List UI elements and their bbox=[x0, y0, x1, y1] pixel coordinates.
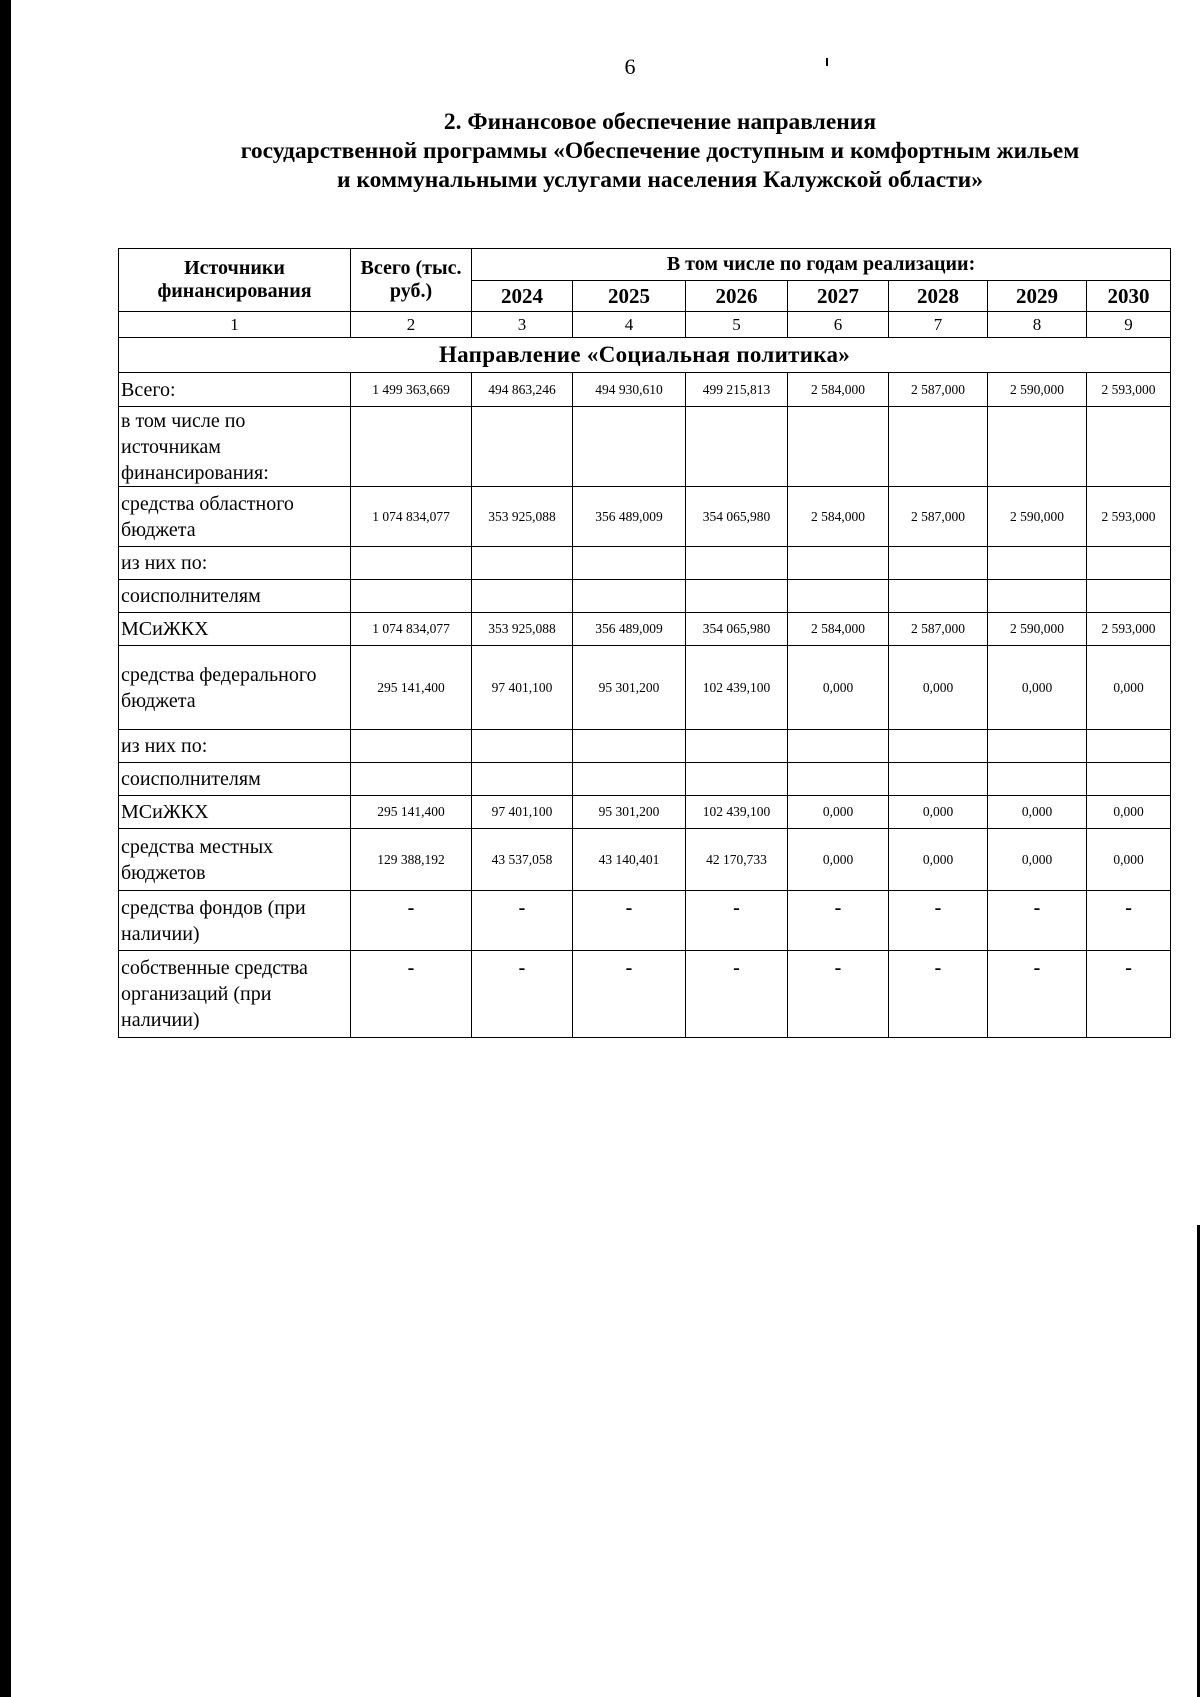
year-value-cell bbox=[472, 730, 573, 763]
year-value-cell bbox=[889, 730, 988, 763]
column-number: 9 bbox=[1087, 312, 1171, 338]
row-label: Всего: bbox=[119, 373, 351, 407]
table-row bbox=[119, 891, 1171, 951]
page-number: 6 bbox=[624, 54, 636, 79]
year-value-cell bbox=[1087, 407, 1171, 487]
year-value-cell bbox=[988, 580, 1087, 613]
row-label: средства федерального бюджета bbox=[119, 646, 351, 730]
table-row bbox=[119, 407, 1171, 487]
year-value-cell: - bbox=[686, 891, 788, 951]
title-line-1: 2. Финансовое обеспечение направления bbox=[443, 109, 877, 135]
header-year: 2029 bbox=[988, 281, 1087, 312]
column-number: 5 bbox=[686, 312, 788, 338]
table-row bbox=[119, 796, 1171, 829]
year-value-cell: 0,000 bbox=[889, 796, 988, 829]
year-value-cell bbox=[573, 547, 686, 580]
row-label: из них по: bbox=[119, 730, 351, 763]
header-year: 2024 bbox=[472, 281, 573, 312]
year-value-cell bbox=[988, 547, 1087, 580]
total-cell: 129 388,192 bbox=[351, 829, 472, 891]
table-row bbox=[119, 487, 1171, 547]
total-cell: 295 141,400 bbox=[351, 646, 472, 730]
year-value-cell: - bbox=[889, 951, 988, 1038]
year-value-cell bbox=[788, 580, 889, 613]
year-value-cell bbox=[788, 407, 889, 487]
table-row bbox=[119, 951, 1171, 1038]
year-value-cell: - bbox=[1087, 951, 1171, 1038]
table-row bbox=[119, 373, 1171, 407]
year-value-cell: 354 065,980 bbox=[686, 613, 788, 646]
total-cell: 295 141,400 bbox=[351, 796, 472, 829]
year-value-cell: - bbox=[889, 891, 988, 951]
document-title bbox=[150, 108, 1170, 195]
row-label: соисполнителям bbox=[119, 763, 351, 796]
year-value-cell bbox=[788, 763, 889, 796]
year-value-cell: - bbox=[1087, 891, 1171, 951]
table-row bbox=[119, 547, 1171, 580]
section-title: Направление «Социальная политика» bbox=[119, 338, 1171, 373]
year-value-cell: 2 587,000 bbox=[889, 487, 988, 547]
year-value-cell bbox=[686, 547, 788, 580]
year-value-cell: 43 140,401 bbox=[573, 829, 686, 891]
row-label: МСиЖКХ bbox=[119, 796, 351, 829]
year-value-cell: 2 590,000 bbox=[988, 613, 1087, 646]
year-value-cell: 494 930,610 bbox=[573, 373, 686, 407]
year-value-cell: 0,000 bbox=[1087, 796, 1171, 829]
year-value-cell: 0,000 bbox=[889, 829, 988, 891]
row-label: средства фондов (при наличии) bbox=[119, 891, 351, 951]
year-value-cell bbox=[1087, 730, 1171, 763]
title-line-3: и коммунальными услугами населения Калужской области» bbox=[337, 167, 983, 193]
year-value-cell: 2 584,000 bbox=[788, 487, 889, 547]
year-value-cell: 0,000 bbox=[788, 646, 889, 730]
year-value-cell bbox=[686, 763, 788, 796]
table-row bbox=[119, 613, 1171, 646]
year-value-cell: 2 584,000 bbox=[788, 613, 889, 646]
column-number: 1 bbox=[119, 312, 351, 338]
year-value-cell bbox=[472, 547, 573, 580]
year-value-cell: 499 215,813 bbox=[686, 373, 788, 407]
year-value-cell bbox=[686, 407, 788, 487]
year-value-cell: 95 301,200 bbox=[573, 646, 686, 730]
year-value-cell: - bbox=[788, 891, 889, 951]
year-value-cell: - bbox=[686, 951, 788, 1038]
year-value-cell: - bbox=[573, 951, 686, 1038]
year-value-cell bbox=[1087, 763, 1171, 796]
total-cell bbox=[351, 580, 472, 613]
year-value-cell bbox=[788, 547, 889, 580]
year-value-cell bbox=[788, 730, 889, 763]
year-value-cell: 95 301,200 bbox=[573, 796, 686, 829]
year-value-cell bbox=[472, 407, 573, 487]
header-year: 2026 bbox=[686, 281, 788, 312]
header-year: 2030 bbox=[1087, 281, 1171, 312]
year-value-cell: 2 593,000 bbox=[1087, 487, 1171, 547]
row-label: средства областного бюджета bbox=[119, 487, 351, 547]
table-row bbox=[119, 646, 1171, 730]
year-value-cell: 0,000 bbox=[988, 646, 1087, 730]
row-label: МСиЖКХ bbox=[119, 613, 351, 646]
year-value-cell bbox=[1087, 547, 1171, 580]
year-value-cell bbox=[573, 730, 686, 763]
column-number: 4 bbox=[573, 312, 686, 338]
year-value-cell: 2 593,000 bbox=[1087, 613, 1171, 646]
year-value-cell: 354 065,980 bbox=[686, 487, 788, 547]
year-value-cell: 102 439,100 bbox=[686, 646, 788, 730]
column-number: 2 bbox=[351, 312, 472, 338]
scan-left-edge bbox=[0, 0, 11, 1697]
year-value-cell: 494 863,246 bbox=[472, 373, 573, 407]
year-value-cell: 0,000 bbox=[1087, 646, 1171, 730]
year-value-cell bbox=[988, 730, 1087, 763]
year-value-cell: 2 590,000 bbox=[988, 373, 1087, 407]
year-value-cell: 2 584,000 bbox=[788, 373, 889, 407]
table-row bbox=[119, 580, 1171, 613]
year-value-cell bbox=[988, 407, 1087, 487]
header-year: 2027 bbox=[788, 281, 889, 312]
year-value-cell: - bbox=[573, 891, 686, 951]
row-label: собственные средства организаций (при наличии) bbox=[119, 951, 351, 1038]
year-value-cell: 0,000 bbox=[788, 796, 889, 829]
total-cell bbox=[351, 730, 472, 763]
total-cell: - bbox=[351, 951, 472, 1038]
year-value-cell bbox=[686, 580, 788, 613]
total-cell: 1 074 834,077 bbox=[351, 613, 472, 646]
column-number: 7 bbox=[889, 312, 988, 338]
year-value-cell bbox=[889, 547, 988, 580]
year-value-cell: - bbox=[988, 891, 1087, 951]
total-cell bbox=[351, 407, 472, 487]
row-label: из них по: bbox=[119, 547, 351, 580]
year-value-cell: 353 925,088 bbox=[472, 613, 573, 646]
total-cell bbox=[351, 547, 472, 580]
year-value-cell: 97 401,100 bbox=[472, 646, 573, 730]
year-value-cell bbox=[573, 580, 686, 613]
header-year: 2025 bbox=[573, 281, 686, 312]
year-value-cell: 356 489,009 bbox=[573, 487, 686, 547]
header-by-years: В том числе по годам реализации: bbox=[472, 249, 1171, 281]
year-value-cell: 43 537,058 bbox=[472, 829, 573, 891]
total-cell: 1 499 363,669 bbox=[351, 373, 472, 407]
header-source: Источники финансирования bbox=[119, 249, 351, 312]
year-value-cell: - bbox=[988, 951, 1087, 1038]
year-value-cell: 0,000 bbox=[988, 796, 1087, 829]
year-value-cell: - bbox=[472, 891, 573, 951]
year-value-cell: 42 170,733 bbox=[686, 829, 788, 891]
year-value-cell bbox=[889, 763, 988, 796]
year-value-cell: 356 489,009 bbox=[573, 613, 686, 646]
column-number: 8 bbox=[988, 312, 1087, 338]
total-cell: - bbox=[351, 891, 472, 951]
financing-table bbox=[118, 248, 1171, 1038]
column-number: 6 bbox=[788, 312, 889, 338]
year-value-cell bbox=[988, 763, 1087, 796]
year-value-cell: 0,000 bbox=[889, 646, 988, 730]
year-value-cell: 0,000 bbox=[1087, 829, 1171, 891]
total-cell: 1 074 834,077 bbox=[351, 487, 472, 547]
header-total: Всего (тыс. руб.) bbox=[351, 249, 472, 312]
year-value-cell bbox=[686, 730, 788, 763]
row-label: в том числе по источникам финансирования: bbox=[119, 407, 351, 487]
year-value-cell bbox=[573, 407, 686, 487]
title-line-2: государственной программы «Обеспечение доступным и комфортным жильем bbox=[240, 138, 1080, 164]
row-label: соисполнителям bbox=[119, 580, 351, 613]
year-value-cell: - bbox=[788, 951, 889, 1038]
year-value-cell bbox=[889, 407, 988, 487]
year-value-cell: - bbox=[472, 951, 573, 1038]
year-value-cell: 97 401,100 bbox=[472, 796, 573, 829]
year-value-cell: 0,000 bbox=[988, 829, 1087, 891]
year-value-cell: 2 587,000 bbox=[889, 613, 988, 646]
row-label: средства местных бюджетов bbox=[119, 829, 351, 891]
table-row bbox=[119, 763, 1171, 796]
header-year: 2028 bbox=[889, 281, 988, 312]
year-value-cell bbox=[472, 763, 573, 796]
table-row bbox=[119, 829, 1171, 891]
column-number: 3 bbox=[472, 312, 573, 338]
table-row bbox=[119, 730, 1171, 763]
year-value-cell: 2 590,000 bbox=[988, 487, 1087, 547]
year-value-cell bbox=[573, 763, 686, 796]
year-value-cell: 102 439,100 bbox=[686, 796, 788, 829]
year-value-cell: 0,000 bbox=[788, 829, 889, 891]
total-cell bbox=[351, 763, 472, 796]
year-value-cell bbox=[889, 580, 988, 613]
year-value-cell bbox=[1087, 580, 1171, 613]
year-value-cell: 2 593,000 bbox=[1087, 373, 1171, 407]
year-value-cell: 353 925,088 bbox=[472, 487, 573, 547]
year-value-cell bbox=[472, 580, 573, 613]
year-value-cell: 2 587,000 bbox=[889, 373, 988, 407]
